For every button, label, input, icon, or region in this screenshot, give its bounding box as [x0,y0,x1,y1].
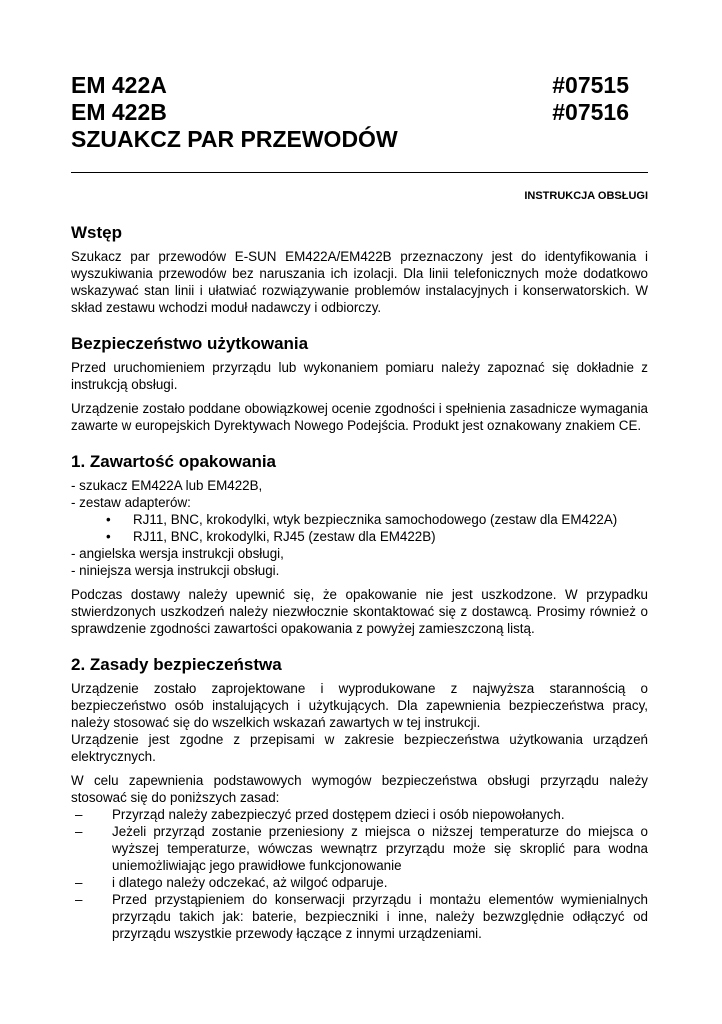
document-body [71,222,648,942]
safety-rules-paragraph-3: W celu zapewnienia podstawowych wymogów bezpieczeństwa obsługi przyrządu należy stosować się do poniższych zasad: [71,773,648,805]
adapter-set-a: • RJ11, BNC, krokodylki, wtyk bezpiecznika samochodowego (zestaw dla EM422A) [71,511,648,528]
contents-item-english-manual: - angielska wersja instrukcji obsługi, [71,546,284,561]
safe-use-paragraph-1: Przed uruchomieniem przyrządu lub wykonaniem pomiaru należy zapoznać się dokładnie z instrukcją obsługi. [71,360,648,392]
title-line-3 [71,126,629,153]
title-divider [71,172,648,173]
safety-rule-item: – Przed przystąpieniem do konserwacji przyrządu i montażu elementów wymienialnych przyrządu takich jak: baterie, bezpieczniki i inne, należy bezwzględnie odłączyć od przyrządu wszystkie przewody łączące z innymi urządzeniami. [71,891,648,942]
safety-rule-item: – Przyrząd należy zabezpieczyć przed dostępem dzieci i osób niepowołanych. [71,806,648,823]
contents-item-device: - szukacz EM422A lub EM422B, [71,478,263,493]
section-heading-safety-rules: 2. Zasady bezpieczeństwa [71,655,282,674]
safe-use-paragraph-2: Urządzenie zostało poddane obowiązkowej ocenie zgodności i spełnienia zasadnicze wymagania zawarte w europejskich Dyrektywach Nowego Podejścia. Produkt jest oznakowany znakiem CE. [71,401,648,433]
adapter-list [71,511,648,545]
intro-paragraph: Szukacz par przewodów E-SUN EM422A/EM422B przeznaczony jest do identyfikowania i wyszukiwania przewodów bez naruszania ich izolacji. Dla linii telefonicznych może dodatkowo wskazywać stan linii i ułatwiać rozwiązywanie problemów instalacyjnych i konserwatorskich. W skład zestawu wchodzi moduł nadawczy i odbiorczy. [71,249,648,315]
contents-item-this-manual: - niniejsza wersja instrukcji obsługi. [71,563,280,578]
section-heading-safe-use: Bezpieczeństwo użytkowania [71,334,309,353]
manual-label: INSTRUKCJA OBSŁUGI [524,190,648,202]
safety-rules-paragraph-2: Urządzenie jest zgodne z przepisami w zakresie bezpieczeństwa użytkowania urządzeń elektrycznych. [71,732,648,764]
model-b: EM 422B [71,99,167,125]
adapter-set-b: • RJ11, BNC, krokodylki, RJ45 (zestaw dla EM422B) [71,528,648,545]
catalog-number-a: #07515 [552,72,629,98]
section-heading-intro: Wstęp [71,223,122,242]
catalog-number-b: #07516 [552,99,629,125]
contents-note: Podczas dostawy należy upewnić się, że opakowanie nie jest uszkodzone. W przypadku stwierdzonych uszkodzeń należy niezwłocznie skontaktować się z dostawcą. Prosimy również o sprawdzenie zgodności zawartości opakowania z powyżej zamieszczoną listą. [71,587,648,636]
title-line-1 [71,72,629,99]
title-line-2 [71,99,629,126]
safety-rules-list [71,806,648,942]
model-a: EM 422A [71,72,167,98]
safety-rules-paragraph-1: Urządzenie zostało zaprojektowane i wyprodukowane z najwyższa starannością o bezpieczeństwo osób instalujących i użytkujących. Dla zapewnienia bezpieczeństwa pracy, należy stosować się do wszelkich wskazań zawartych w tej instrukcji. [71,681,648,730]
section-heading-contents: 1. Zawartość opakowania [71,452,277,471]
safety-rule-item: – Jeżeli przyrząd zostanie przeniesiony z miejsca o niższej temperaturze do miejsca o wyższej temperaturze, wówczas wewnątrz przyrządu może się skroplić para wodna uniemożliwiając jego prawidłowe funkcjonowanie [71,823,648,874]
title-block [71,72,629,153]
product-title: SZUAKCZ PAR PRZEWODÓW [71,126,398,152]
safety-rule-item: – i dlatego należy odczekać, aż wilgoć odparuje. [71,874,648,891]
contents-item-adapters: - zestaw adapterów: [71,495,191,510]
